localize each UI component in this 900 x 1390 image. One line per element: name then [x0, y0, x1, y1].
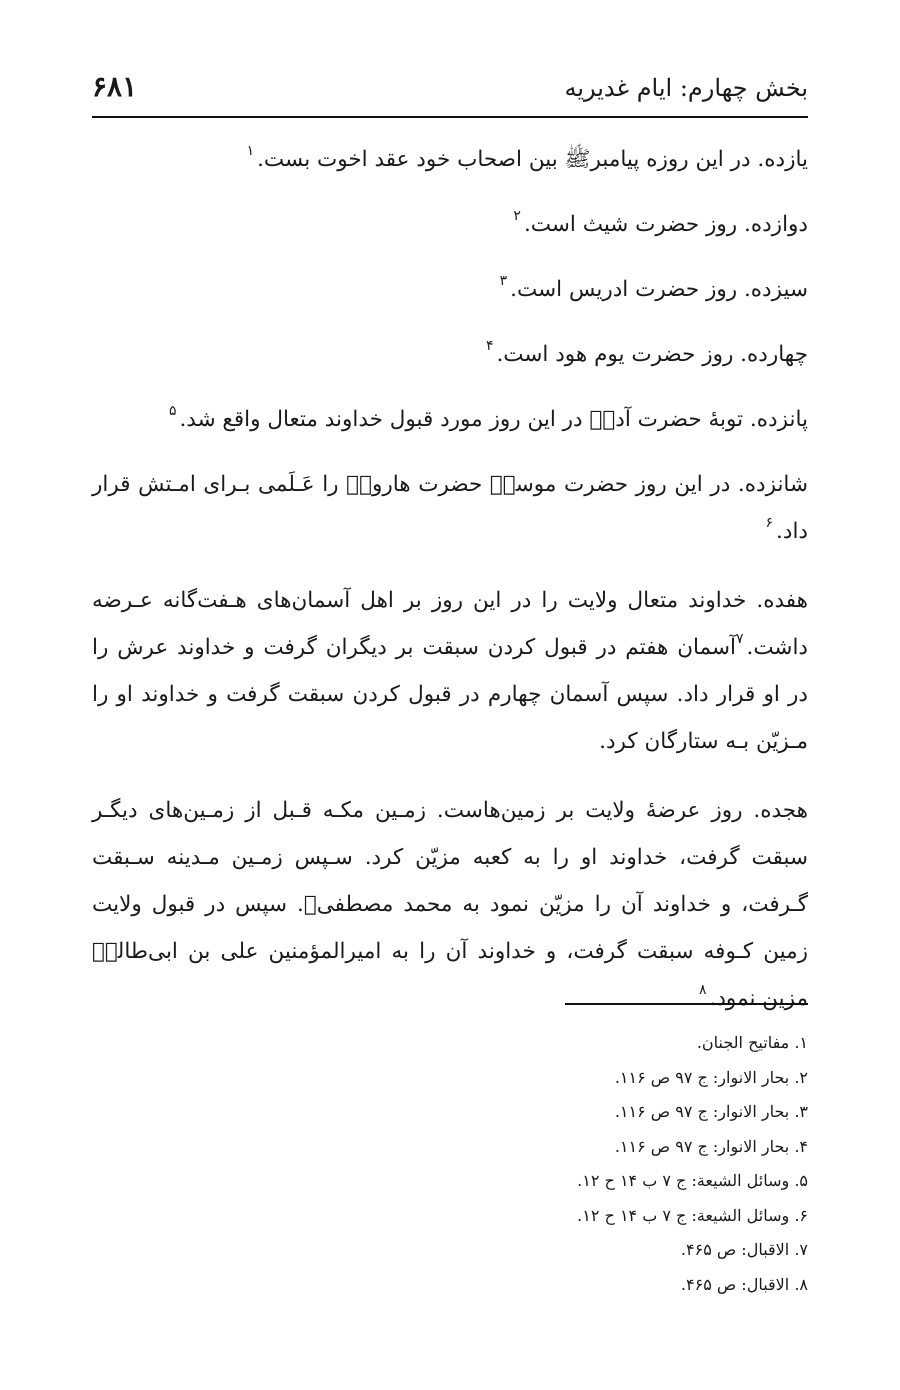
page-header	[92, 68, 808, 118]
footnote-3: ۳. بحار الانوار: ج ۹۷ ص ۱۱۶.	[614, 1102, 808, 1121]
paragraph-13: سیزده. روز حضرت ادریس است.$^۳$	[499, 273, 808, 302]
paragraph-18: هجده. روز عرضۀ ولایت بر زمین‌هاست. زمـین مکـه قـبل از زمـین‌های دیگـر سبقت گرفت، خداوند او را به کعبه مزیّن کرد. سـپس زمـین مـدینه سـبقت گـرفت، و خداوند آن را مزیّن نمود به محمد مصطفیﷺ. سپس در قبول ولایت زمین کـوفه سبقت گرفت، و خداوند آن را به امیرالمؤمنین علی بن ابی‌طالبؘ مزین نمود.$^۸$	[92, 798, 808, 1011]
footnote-ref-3[interactable]: ۳	[499, 273, 508, 289]
footnote-1: ۱. مفاتیح الجنان.	[696, 1033, 808, 1052]
footnotes	[508, 1026, 808, 1302]
running-title: بخش چهارم: ایام غدیریه	[564, 74, 808, 102]
footnote-7: ۷. الاقبال: ص ۴۶۵.	[680, 1240, 808, 1259]
footnote-ref-8[interactable]: ۸	[698, 982, 707, 998]
footnote-ref-2[interactable]: ۲	[513, 208, 521, 224]
footnote-ref-5[interactable]: ۵	[168, 403, 177, 419]
footnote-ref-7[interactable]: ۷	[735, 631, 744, 647]
paragraph-12: دوازده. روز حضرت شیث است.$^۲$	[513, 208, 808, 237]
footnote-4: ۴. بحار الانوار: ج ۹۷ ص ۱۱۶.	[614, 1136, 808, 1156]
footnote-ref-1[interactable]: ۱	[246, 143, 255, 159]
footnote-ref-6[interactable]: ۶	[765, 515, 774, 531]
footnote-ref-4[interactable]: ۴	[485, 338, 494, 354]
paragraph-17: هفده. خداوند متعال ولایت را در این روز بر اهل آسمان‌های هـفت‌گانه عـرضه داشت.$^۷$آسمان هفتم در قبول کردن سبقت بر دیگران گرفت و خداوند عرش را در او قرار داد. سپس آسمان چهارم در قبول کردن سبقت گرفت و خداوند او را مـزیّن بـه ستارگان کرد.	[92, 588, 808, 754]
paragraph-14: چهارده. روز حضرت یوم هود است.$^۴$	[485, 338, 808, 367]
footnote-2: ۲. بحار الانوار: ج ۹۷ ص ۱۱۶.	[614, 1067, 808, 1087]
paragraph-11: یازده. در این روزه پیامبرﷺ بین اصحاب خود عقد اخوت بست.$^۱$	[246, 143, 808, 172]
main-text	[92, 136, 808, 1044]
page-number: ۶۸۱	[92, 70, 138, 103]
footnote-separator	[565, 1003, 808, 1005]
footnote-6: ۶. وسائل الشیعة: ج ۷ ب ۱۴ ح ۱۲.	[577, 1205, 808, 1225]
footnote-8: ۸. الاقبال: ص ۴۶۵.	[680, 1274, 808, 1294]
footnote-5: ۵. وسائل الشیعة: ج ۷ ب ۱۴ ح ۱۲.	[577, 1171, 808, 1190]
paragraph-16: شانزده. در این روز حضرت موسیؘ حضرت هارونؘ را عَـلَمی بـرای امـتش قرار داد.$^۶$	[92, 472, 808, 544]
paragraph-15: پانزده. توبۀ حضرت آدمؘ در این روز مورد قبول خداوند متعال واقع شد.$^۵$	[168, 403, 808, 432]
